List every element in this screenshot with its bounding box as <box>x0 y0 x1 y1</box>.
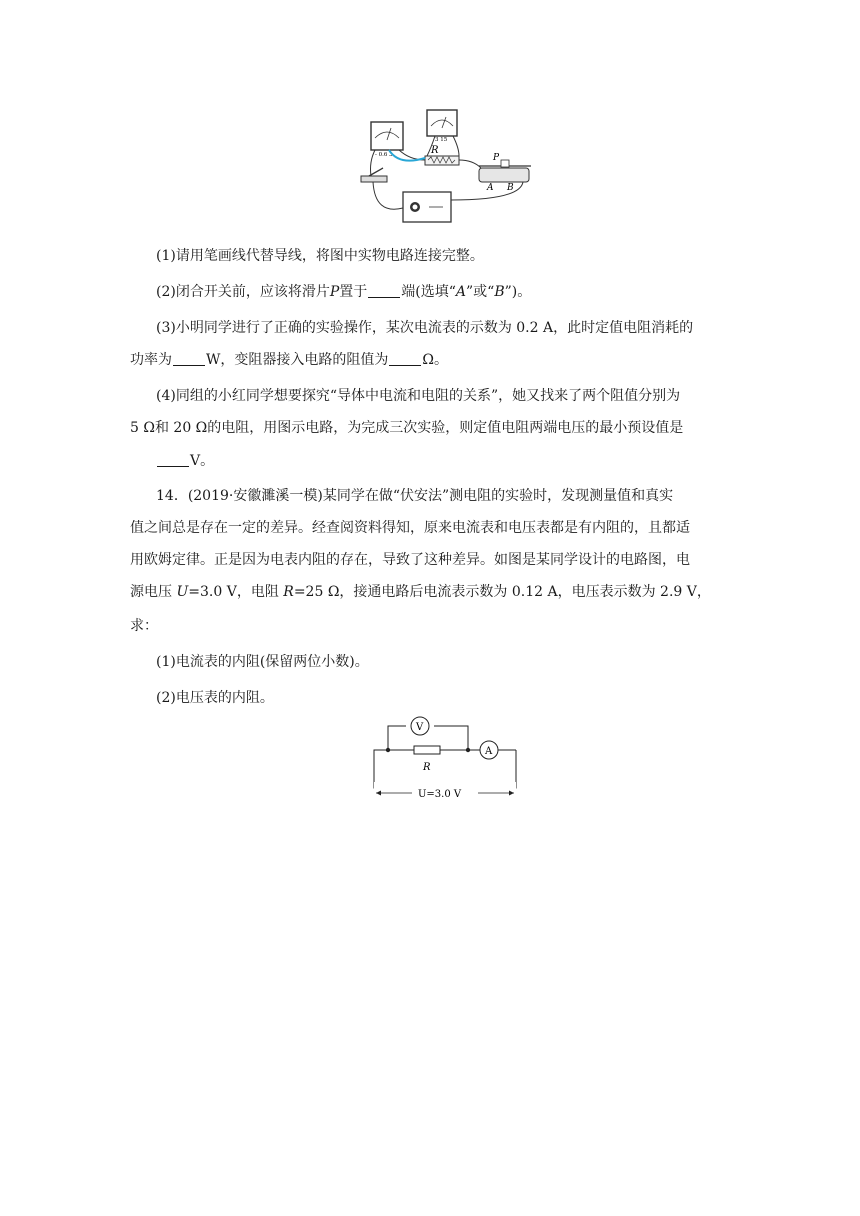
q14-text-2: 值之间总是存在一定的差异。经查阅资料得知，原来电流表和电压表都是有内阻的，且都适 <box>130 520 690 536</box>
q14-sub1-text: (1)电流表的内阻(保留两位小数)。 <box>156 654 369 670</box>
svg-text:R: R <box>431 145 439 156</box>
var-u: U <box>176 584 189 600</box>
q14-sub2 <box>156 688 274 708</box>
ammeter-symbol <box>480 741 498 759</box>
answer-blank[interactable] <box>157 452 189 467</box>
q13-part2-text-b: 置于 <box>339 284 368 300</box>
q14-text-3: 用欧姆定律。正是因为电表内阻的存在，导致了这种差异。如图是某同学设计的电路图，电 <box>130 552 690 568</box>
answer-blank[interactable] <box>368 283 400 298</box>
slider-p-var: P <box>329 284 340 300</box>
svg-text:P: P <box>493 153 500 163</box>
option-a: A <box>455 284 467 300</box>
voltmeter-symbol <box>411 717 429 735</box>
svg-text:3 15: 3 15 <box>435 137 448 143</box>
q13-part1-text: (1)请用笔画线代替导线，将图中实物电路连接完整。 <box>156 248 484 264</box>
q14-line2 <box>130 518 690 538</box>
q13-part1 <box>156 246 484 266</box>
q13-part2-text-c: 端(选填“ <box>401 284 456 300</box>
rheostat <box>479 153 531 193</box>
junction-dot <box>466 748 470 752</box>
q13-part3-line1 <box>156 318 693 338</box>
ammeter-device <box>371 122 403 158</box>
answer-blank[interactable] <box>173 351 205 366</box>
q13-part2-text-a: (2)闭合开关前，应该将滑片 <box>156 284 330 300</box>
answer-blank[interactable] <box>389 351 421 366</box>
option-b: B <box>494 284 505 300</box>
voltmeter-device <box>427 110 457 143</box>
q14-text-4a: 源电压 <box>130 584 177 600</box>
svg-text:B: B <box>507 183 514 193</box>
q14-text-4c: =25 Ω，接通电路后电流表示数为 0.12 A，电压表示数为 2.9 V， <box>293 584 711 600</box>
q14-text-1: 14．(2019·安徽濉溪一模)某同学在做“伏安法”测电阻的实验时，发现测量值和真实 <box>156 488 674 504</box>
q14-text-4b: =3.0 V，电阻 <box>188 584 284 600</box>
q13-part4-text-2: 5 Ω和 20 Ω的电阻，用图示电路，为完成三次实验，则定值电阻两端电压的最小预设值是 <box>130 420 684 436</box>
q13-part2 <box>156 282 531 302</box>
svg-text:A: A <box>485 746 493 757</box>
q13-part2-text-d: ”或“ <box>466 284 495 300</box>
q13-part4-line3 <box>156 451 214 471</box>
junction-dot <box>386 748 390 752</box>
q13-part3-text-2b: W，变阻器接入电路的阻值为 <box>206 352 389 368</box>
q13-part4-line2 <box>130 418 683 438</box>
q13-part3-text-2c: Ω。 <box>422 352 448 368</box>
q14-sub2-text: (2)电压表的内阻。 <box>156 690 274 706</box>
q14-line4 <box>130 582 711 602</box>
var-r: R <box>283 584 294 600</box>
q13-part2-text-e: ”)。 <box>504 284 532 300</box>
svg-text:U=3.0 V: U=3.0 V <box>418 789 462 800</box>
q14-line1 <box>156 486 673 506</box>
q14-line5 <box>130 616 158 636</box>
circuit-diagram <box>372 712 522 802</box>
q13-part3-text-2a: 功率为 <box>130 352 172 368</box>
svg-text:- 0.6 3: - 0.6 3 <box>375 152 393 158</box>
voltage-label <box>374 782 516 800</box>
q13-part4-line1 <box>156 386 680 406</box>
experiment-circuit-figure <box>355 100 545 240</box>
svg-text:V: V <box>416 722 424 733</box>
resistor-symbol <box>414 746 440 773</box>
q13-part3-line2 <box>130 350 448 370</box>
q13-part3-text-1: (3)小明同学进行了正确的实验操作，某次电流表的示数为 0.2 A，此时定值电阻消耗的 <box>156 320 694 336</box>
q14-sub1 <box>156 652 369 672</box>
q14-text-5: 求： <box>130 618 158 634</box>
power-supply <box>403 192 451 222</box>
svg-text:A: A <box>487 183 494 193</box>
svg-text:R: R <box>423 762 431 773</box>
q14-line3 <box>130 550 690 570</box>
switch <box>361 168 387 182</box>
q13-part4-text-1: (4)同组的小红同学想要探究“导体中电流和电阻的关系”，她又找来了两个阻值分别为 <box>156 388 681 404</box>
q13-part4-text-3: V。 <box>190 453 215 469</box>
